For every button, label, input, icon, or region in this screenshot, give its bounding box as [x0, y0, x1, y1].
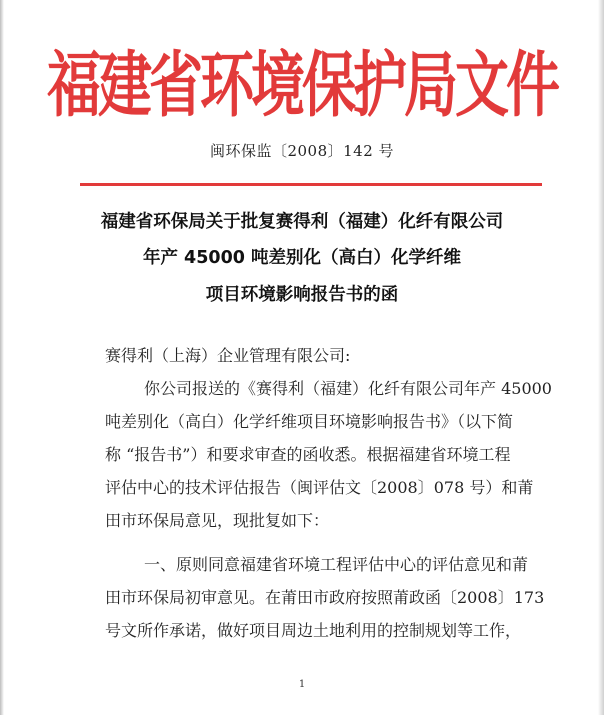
document-title-line-3: 项目环境影响报告书的函	[205, 285, 399, 305]
document-title-line-2: 年产 45000 吨差别化（高白）化学纤维	[142, 248, 462, 268]
red-divider-rule	[80, 183, 542, 186]
body-line: 一、原则同意福建省环境工程评估中心的评估意见和莆	[144, 555, 529, 574]
body-line: 你公司报送的《赛得利（福建）化纤有限公司年产 45000	[144, 379, 552, 398]
document-number: 闽环保监〔2008〕142 号	[209, 142, 395, 160]
body-line: 号文所作承诺，做好项目周边土地利用的控制规划等工作，	[105, 621, 522, 640]
body-line: 称 “报告书”）和要求审查的函收悉。根据福建省环境工程	[105, 445, 511, 464]
document-title-line-1: 福建省环保局关于批复赛得利（福建）化纤有限公司	[100, 212, 504, 232]
recipient-line: 赛得利（上海）企业管理有限公司:	[105, 346, 351, 365]
body-line: 吨差别化（高白）化学纤维项目环境影响报告书》（以下简	[105, 412, 514, 431]
page-number: 1	[298, 679, 306, 690]
document-masthead: 福建省环境保护局文件	[47, 41, 557, 127]
body-line: 田市环保局初审意见。在莆田市政府按照莆政函〔2008〕173	[105, 588, 545, 607]
body-line: 评估中心的技术评估报告（闽评估文〔2008〕078 号）和莆	[105, 478, 534, 497]
body-line: 田市环保局意见，现批复如下：	[105, 511, 330, 530]
